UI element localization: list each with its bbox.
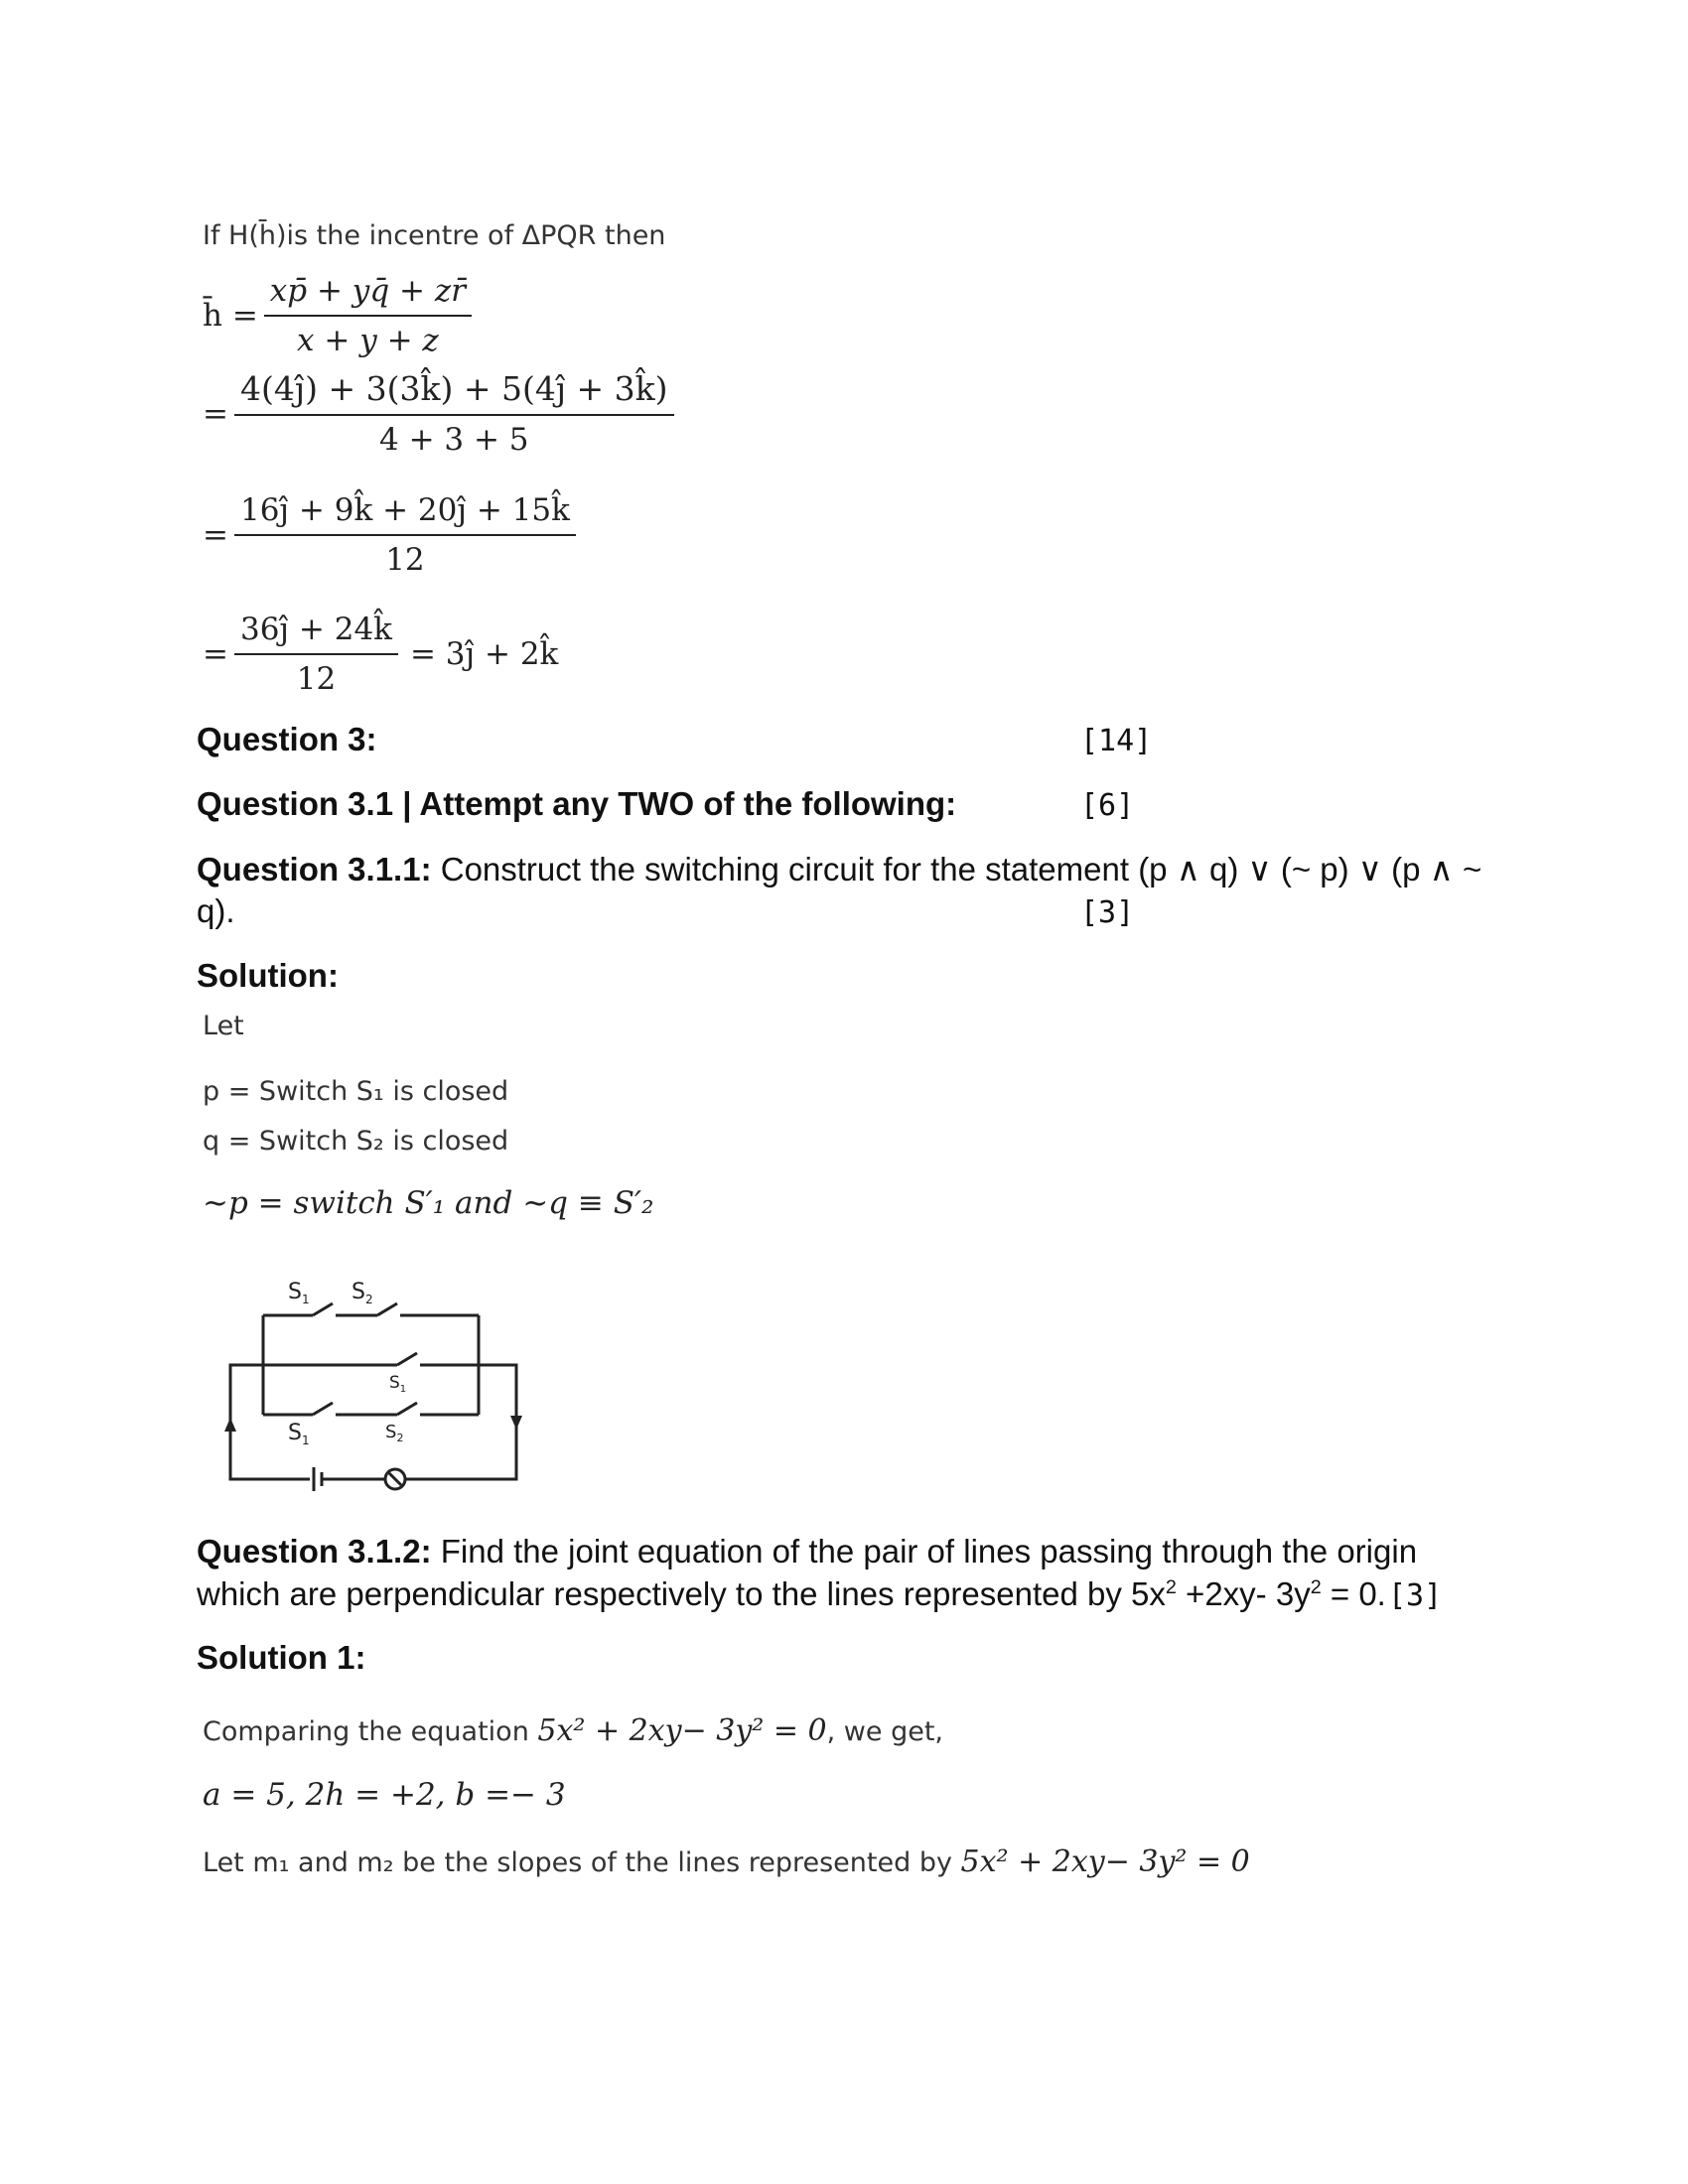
question-3-1-2-text-b: +2xy- 3y xyxy=(1176,1575,1311,1612)
eq3-denominator: 12 xyxy=(385,542,425,578)
incentre-intro: If H(h̄)is the incentre of ΔPQR then xyxy=(203,220,666,251)
question-3-title: Question 3: xyxy=(197,721,377,757)
eq2-denominator: 4 + 3 + 5 xyxy=(379,422,529,458)
question-3-1-2-text: Find the joint equation of the pair of lines passing through the origin xyxy=(431,1533,1418,1570)
switch-s2-prime-bottom xyxy=(397,1403,417,1415)
comparing-line xyxy=(203,1713,943,1748)
let-text: Let xyxy=(203,1011,244,1041)
eq2-numerator: 4(4ĵ) + 3(3k̂) + 5(4ĵ + 3k̂) xyxy=(234,369,674,416)
current-arrow-down xyxy=(510,1416,522,1430)
eq1-denominator: x + y + z xyxy=(297,323,439,358)
incentre-eq2 xyxy=(203,369,680,458)
negation-definition: ~p = switch S′₁ and ~q ≡ S′₂ xyxy=(203,1185,654,1221)
svg-text:S2 xyxy=(385,1422,403,1444)
switch-s2-top xyxy=(377,1303,397,1315)
slopes-pre: Let m₁ and m₂ be the slopes of the lines represented by xyxy=(203,1847,961,1878)
question-3-marks: [14] xyxy=(1080,724,1153,758)
solution-1-heading xyxy=(197,1639,365,1677)
label-s1-top-sub: 1 xyxy=(301,1293,310,1306)
question-3-heading xyxy=(197,721,377,758)
eq1-fraction xyxy=(264,273,472,358)
eq2-equals: = xyxy=(203,395,228,432)
solution-label: Solution: xyxy=(197,957,339,994)
question-3-1-1-text: Construct the switching circuit for the statement (p ∧ q) ∨ (~ p) ∨ (p ∧ ~ xyxy=(431,851,1482,887)
eq2-fraction xyxy=(234,369,674,458)
label-s1-bottom: S xyxy=(288,1421,302,1445)
question-3-1-2-line1 xyxy=(197,1533,1417,1570)
question-3-1-1-line1 xyxy=(197,850,1481,888)
eq3-equals: = xyxy=(203,517,228,553)
eq4-result: = 3ĵ + 2k̂ xyxy=(409,636,559,672)
comparing-post: , we get, xyxy=(826,1716,944,1747)
switch-s1-top xyxy=(313,1303,333,1315)
label-s2-top-sub: 2 xyxy=(364,1293,373,1306)
question-3-1-heading xyxy=(197,785,956,823)
question-3-1-1-marks: [3] xyxy=(1080,895,1135,930)
question-3-1-2-line2 xyxy=(197,1575,1386,1613)
p-definition: p = Switch S₁ is closed xyxy=(203,1076,509,1107)
incentre-eq3 xyxy=(203,492,582,578)
svg-text:S1 xyxy=(288,1421,310,1447)
question-3-1-2-label: Question 3.1.2: xyxy=(197,1533,432,1570)
slopes-line xyxy=(203,1844,1250,1879)
comparing-pre: Comparing the equation xyxy=(203,1716,538,1747)
eq3-numerator: 16ĵ + 9k̂ + 20ĵ + 15k̂ xyxy=(234,492,576,536)
label-s2-prime-sub: 2 xyxy=(396,1432,404,1444)
svg-text:S2 xyxy=(352,1280,373,1306)
solution-heading xyxy=(197,957,339,995)
label-s1-top: S xyxy=(288,1280,302,1304)
eq4-denominator: 12 xyxy=(296,661,337,697)
question-3-1-2-sup2: 2 xyxy=(1310,1576,1322,1598)
label-s1-prime: S xyxy=(389,1373,400,1393)
question-3-1-title: Question 3.1 | Attempt any TWO of the following: xyxy=(197,785,957,822)
switching-circuit-diagram xyxy=(218,1271,536,1499)
label-s1-prime-sub: 1 xyxy=(399,1384,407,1395)
solution-1-label: Solution 1: xyxy=(197,1639,366,1676)
question-3-1-2-marks: [3] xyxy=(1388,1578,1443,1613)
question-3-1-2-text-a: which are perpendicular respectively to the lines represented by 5x xyxy=(197,1575,1166,1612)
comparing-equation: 5x² + 2xy− 3y² = 0 xyxy=(537,1713,827,1748)
incentre-eq1 xyxy=(203,273,478,358)
label-s2-top: S xyxy=(352,1280,365,1304)
eq4-numerator: 36ĵ + 24k̂ xyxy=(234,612,398,655)
svg-text:S1 xyxy=(288,1280,310,1306)
question-3-1-1-line2: q). xyxy=(197,892,235,929)
question-3-1-marks: [6] xyxy=(1080,788,1135,823)
eq3-fraction xyxy=(234,492,576,578)
eq4-equals: = xyxy=(203,636,228,672)
label-s1-bottom-sub: 1 xyxy=(301,1433,310,1447)
eq1-lhs: h̄ = xyxy=(203,298,258,334)
slopes-equation: 5x² + 2xy− 3y² = 0 xyxy=(960,1844,1250,1879)
question-3-1-1-label: Question 3.1.1: xyxy=(197,851,432,887)
switch-s1-prime-mid xyxy=(397,1353,417,1365)
current-arrow-up xyxy=(224,1418,236,1432)
label-s2-prime: S xyxy=(385,1422,397,1442)
question-3-1-2-sup1: 2 xyxy=(1165,1576,1177,1598)
svg-text:S1 xyxy=(389,1373,406,1395)
switch-s1-bottom xyxy=(313,1403,333,1415)
question-3-1-2-text-c: = 0. xyxy=(1321,1575,1386,1612)
eq4-fraction xyxy=(234,612,398,697)
eq1-numerator: xp̄ + yq̄ + zr̄ xyxy=(264,273,472,317)
circuit-right-wire xyxy=(405,1365,516,1479)
q-definition: q = Switch S₂ is closed xyxy=(203,1126,509,1157)
incentre-eq4 xyxy=(203,612,558,697)
coefficients-line: a = 5, 2h = +2, b =− 3 xyxy=(203,1777,566,1813)
